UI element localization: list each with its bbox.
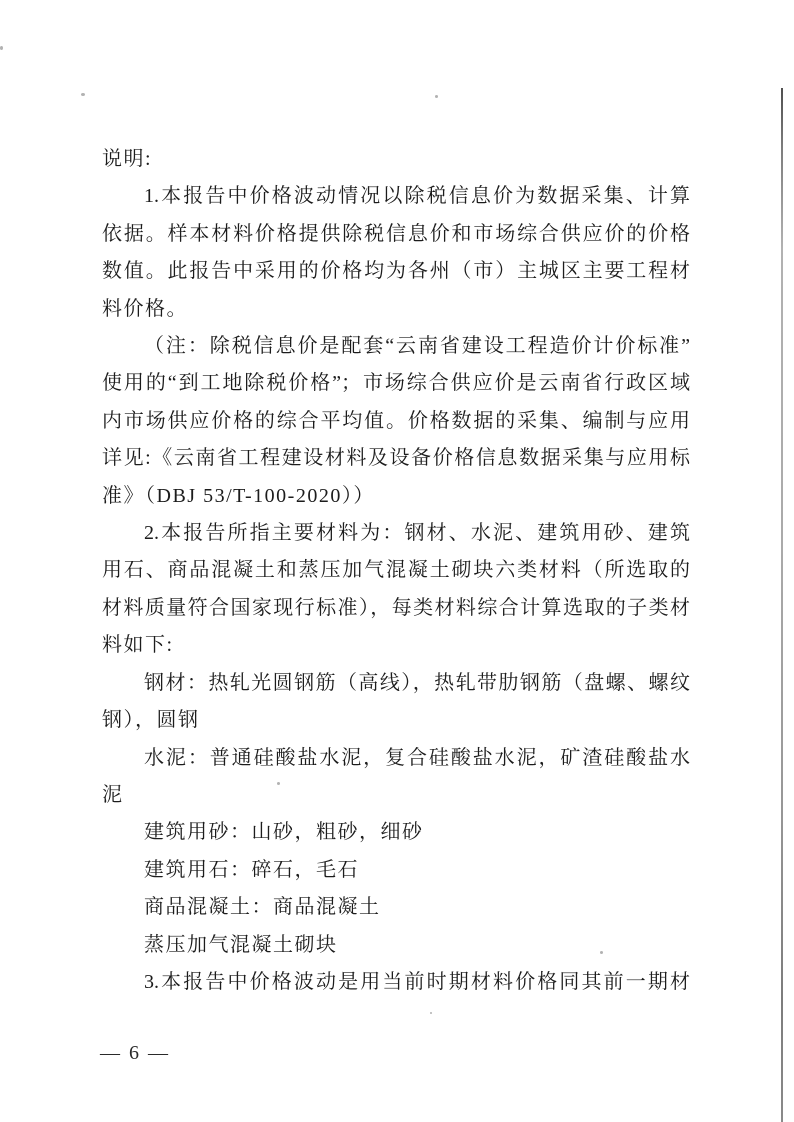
text-line: （注：除税信息价是配套“云南省建设工程造价计价标准” bbox=[144, 335, 690, 358]
text-line: 内市场供应价格的综合平均值。价格数据的采集、编制与应用 bbox=[102, 409, 690, 432]
text-line: 准》（DBJ 53/T-100-2020）） bbox=[102, 484, 375, 507]
text-line: 材料质量符合国家现行标准），每类材料综合计算选取的子类材 bbox=[102, 596, 690, 619]
text-line: 钢材：热轧光圆钢筋（高线），热轧带肋钢筋（盘螺、螺纹 bbox=[144, 671, 690, 694]
text-line: 用石、商品混凝土和蒸压加气混凝土砌块六类材料（所选取的 bbox=[102, 559, 690, 582]
text-line: 2.本报告所指主要材料为：钢材、水泥、建筑用砂、建筑 bbox=[144, 522, 690, 545]
text-line: 数值。此报告中采用的价格均为各州（市）主城区主要工程材 bbox=[102, 260, 690, 283]
text-line: 1.本报告中价格波动情况以除税信息价为数据采集、计算 bbox=[144, 185, 690, 208]
scan-edge-line bbox=[781, 88, 783, 1122]
scan-speckle bbox=[600, 951, 603, 954]
body-text bbox=[102, 141, 690, 1001]
text-line: 料如下: bbox=[102, 634, 174, 657]
text-line: 建筑用砂：山砂，粗砂，细砂 bbox=[144, 821, 424, 844]
text-line: 泥 bbox=[102, 783, 124, 806]
text-line: 建筑用石：碎石，毛石 bbox=[144, 858, 359, 881]
scan-speckle bbox=[0, 46, 3, 50]
text-line: 商品混凝土：商品混凝土 bbox=[144, 896, 381, 919]
scan-speckle bbox=[81, 93, 85, 96]
text-line: 依据。样本材料价格提供除税信息价和市场综合供应价的价格 bbox=[102, 222, 690, 245]
text-line-heading: 说明: bbox=[102, 148, 153, 170]
text-line: 使用的“到工地除税价格”；市场综合供应价是云南省行政区域 bbox=[102, 372, 690, 395]
scan-speckle bbox=[435, 95, 438, 98]
text-line: 料价格。 bbox=[102, 297, 188, 320]
text-line: 水泥：普通硅酸盐水泥，复合硅酸盐水泥，矿渣硅酸盐水 bbox=[144, 746, 690, 769]
scan-speckle bbox=[430, 1012, 432, 1014]
scan-speckle bbox=[277, 782, 280, 785]
text-line: 钢），圆钢 bbox=[102, 709, 200, 732]
text-line: 详见:《云南省工程建设材料及设备价格信息数据采集与应用标 bbox=[102, 447, 690, 470]
text-line: 3.本报告中价格波动是用当前时期材料价格同其前一期材 bbox=[144, 970, 690, 993]
text-line: 蒸压加气混凝土砌块 bbox=[144, 933, 338, 956]
page-number: — 6 — bbox=[100, 1042, 170, 1064]
